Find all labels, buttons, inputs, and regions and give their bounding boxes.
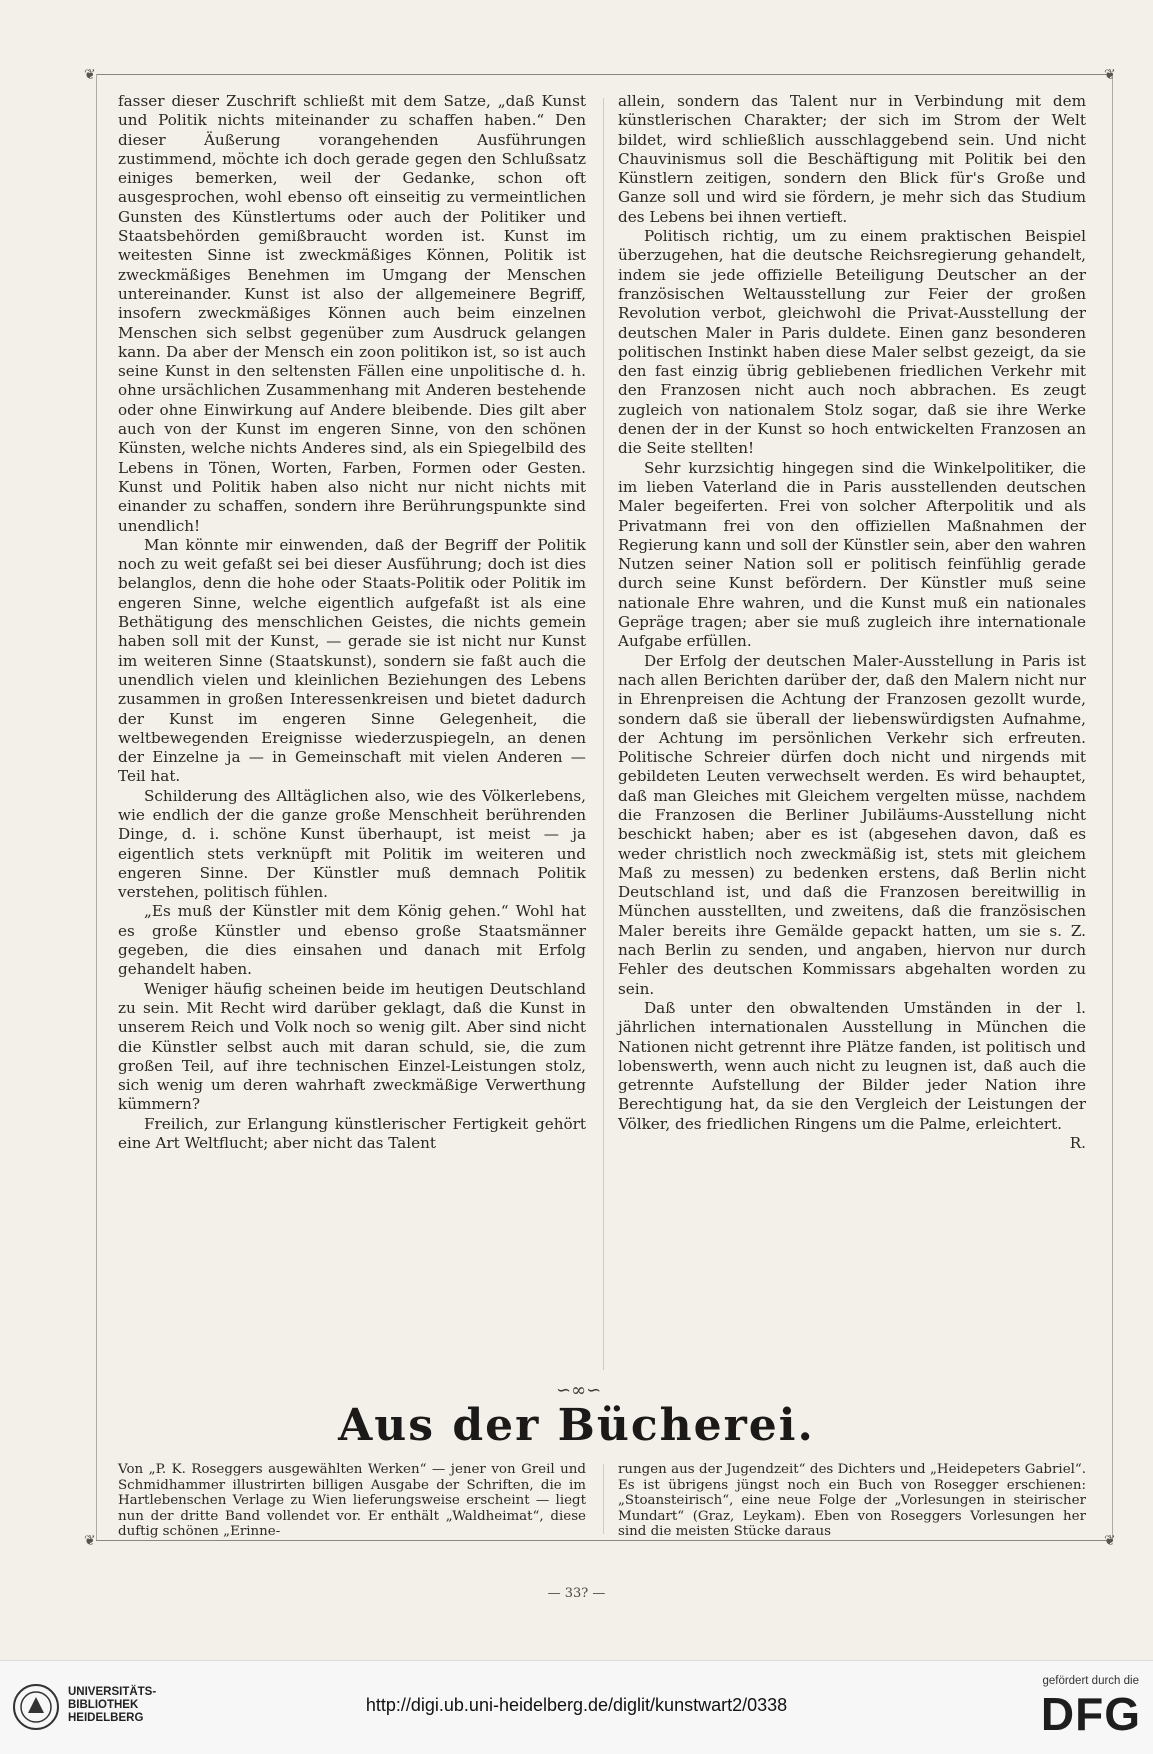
paragraph: allein, sondern das Talent nur in Verbindung mit dem künstlerischen Charakter; der sich im Strom der Welt bildet, wird schließlich ausschlaggebend sein. Und nicht Chauvinismus soll die Beschäftigung mit Politik bei den Künstlern zeitigen, sondern den Blick für's Große und Ganze soll und wird sie fördern, je mehr sich das Studium des Lebens bei ihnen vertieft. [618,92,1086,226]
frame-bottom-rule [96,1540,1112,1541]
column-divider [603,1464,604,1534]
paragraph: Man könnte mir einwenden, daß der Begriff der Politik noch zu weit gefaßt sei bei dieser Ausführung; doch ist dies belanglos, denn die hohe oder Staats-Politik oder Politik im engeren Sinne, welche eigentlich aufgefaßt ist als eine Bethätigung des menschlichen Geistes, die nichts gemein haben soll mit der Kunst, — gerade sie ist nicht nur Kunst im weiteren Sinne (Staatskunst), sondern sie faßt auch die unendlich vielen und kleinlichen Beziehungen des Lebens zusammen in großen Interessenkreisen und bietet dadurch der Kunst im engeren Sinne Gelegenheit, die weltbewegenden Ereignisse wiederzuspiegeln, an denen der Einzelne ja — in Gemeinschaft mit vielen Anderen — Teil hat. [118,535,586,786]
corner-ornament-icon: ❦ [1104,1533,1116,1549]
corner-ornament-icon: ❦ [1104,67,1116,83]
section-ornament-icon: ∽∞∽ [556,1380,602,1401]
paragraph: Schilderung des Alltäglichen also, wie des Völkerlebens, wie endlich der die ganze große Menschheit berührenden Dinge, d. i. schöne Kunst überhaupt, ist meist — ja eigentlich stets verknüpft mit Politik im weiteren und engeren Sinne. Der Künstler muß demnach Politik verstehen, politisch fühlen. [118,786,586,902]
section-title: Aus der Bücherei. [338,1400,815,1451]
paragraph: Weniger häufig scheinen beide im heutigen Deutschland zu sein. Mit Recht wird darüber geklagt, daß die Kunst in unserem Reich und Volk noch so wenig gilt. Aber sind nicht die Künstler selbst auch mit daran schuld, sie, die zum großen Teil, auf ihre technischen Einzel-Leistungen stolz, sich wenig um deren wahrhaft zweckmäßige Verwerthung kümmern? [118,979,586,1114]
book-review-right: rungen aus der Jugendzeit“ des Dichters und „Heidepeters Gabriel“. Es ist übrigens jüngst noch ein Buch von Rosegger erschienen: „Stoansteirisch“, eine neue Folge der „Vorlesungen in steirischer Mundart“ (Graz, Leykam). Eben von Roseggers Vorlesungen her sind die meisten Stücke daraus [618,1462,1086,1540]
paragraph: „Es muß der Künstler mit dem König gehen.“ Wohl hat es große Künstler und ebenso große Staatsmänner gegeben, die dies einsahen und danach mit Erfolg gehandelt haben. [118,902,586,979]
frame-top-rule [96,74,1112,75]
corner-ornament-icon: ❦ [84,67,96,83]
paragraph: fasser dieser Zuschrift schließt mit dem Satze, „daß Kunst und Politik nichts miteinander zu schaffen haben.“ Den dieser Äußerung vorangehenden Ausführungen zustimmend, möchte ich doch gerade gegen den Schlußsatz einiges bemerken, weil der Gedanke, schon oft ausgesprochen, wohl ebenso oft einseitig zu vermeintlichen Gunsten des Künstlertums oder auch der Politiker und Staatsbehörden gemißbraucht worden ist. Kunst im weitesten Sinne ist zweckmäßiges Können, Politik ist zweckmäßiges Benehmen im Umgang der Menschen untereinander. Kunst ist also der allgemeinere Begriff, insofern zweckmäßiges Können auch beim einzelnen Menschen sich selbst gegenüber zum Ausdruck gelangen kann. Da aber der Mensch ein zoon politikon ist, so ist auch seine Kunst in den seltensten Fällen eine unpolitische d. h. ohne ursächlichen Zusammenhang mit Anderen bestehende oder ohne Einwirkung auf Andere bleibende. Dies gilt aber auch von der Kunst im engeren Sinne, von den schönen Künsten, welche nichts Anderes sind, als ein Spiegelbild des Lebens in Tönen, Worten, Farben, Formen oder Gesten. Kunst und Politik haben also nicht nur nicht nichts mit einander zu schaffen, sondern ihre Berührungspunkte sind unendlich! [118,92,586,535]
paragraph: Daß unter den obwaltenden Umständen in der l. jährlichen internationalen Ausstellung in München die Nationen nicht getrennt ihre Plätze fanden, ist politisch und lobenswerth, wenn auch nicht zu leugnen ist, daß auch die getrennte Aufstellung der Bilder jeder Nation ihre Berechtigung hat, da sie den Vergleich der Leistungen der Völker, des friedlichen Ringens um die Palme, erleichtert. [618,998,1086,1133]
source-url-link[interactable]: http://digi.ub.uni-heidelberg.de/diglit/kunstwart2/0338 [365,1695,788,1715]
paragraph: Der Erfolg der deutschen Maler-Ausstellung in Paris ist nach allen Berichten darüber der, daß den Malern nicht nur in Ehrenpreisen die Achtung der Franzosen gezollt wurde, sondern daß sie überall der liebenswürdigsten Aufnahme, der Achtung im persönlichen Verkehr sich erfreuten. Politische Schreier dürfen doch nicht und nirgends mit gebildeten Leuten verwechselt werden. Es wird behauptet, daß man Gleiches mit Gleichem vergelten müsse, nachdem die Franzosen die Berliner Jubiläums-Ausstellung nicht beschickt haben; aber es ist (abgesehen davon, daß es weder christlich noch zweckmäßig ist, stets mit gleichem Maß zu messen) zu bedenken erstens, daß Berlin nicht Deutschland ist, und daß die Franzosen bereitwillig in München ausstellten, und zweitens, daß die französischen Maler bereits ihre Gemälde gepackt hatten, um sie s. Z. nach Berlin zu senden, und angaben, hiervon nur durch Fehler des deutschen Kommissars abgehalten worden zu sein. [618,651,1086,998]
frame-right-rule [1112,74,1113,1540]
article-right-column [618,92,1086,1153]
article-left-column [118,92,586,1153]
page-number: — 33? — [547,1586,606,1601]
library-footer [0,1660,1153,1754]
paragraph: Sehr kurzsichtig hingegen sind die Winkelpolitiker, die im lieben Vaterland die in Paris ausstellenden deutschen Maler begeiferten. Frei von solcher Afterpolitik und als Privatmann frei von den offiziellen Maßnahmen der Regierung kann und soll der Künstler sein, aber den wahren Nutzen seiner Nation soll er politisch feinfühlig gerade durch seine Kunst befördern. Der Künstler muß seine nationale Ehre wahren, und die Kunst muß ein nationales Gepräge tragen; aber sie muß zugleich ihre internationale Aufgabe erfüllen. [618,458,1086,651]
book-review-left: Von „P. K. Roseggers ausgewählten Werken“ — jener von Greil und Schmidhammer illustrirten billigen Ausgabe der Schriften, die im Hartlebenschen Verlage zu Wien lieferungsweise erscheint — liegt nun der dritte Band vollendet vor. Er enthält „Waldheimat“, diese duftig schönen „Erinne- [118,1462,586,1540]
funding-caption: gefördert durch die [1042,1675,1139,1687]
column-divider [603,98,604,1370]
university-name: UNIVERSITÄTS- BIBLIOTHEK HEIDELBERG [68,1686,157,1724]
frame-left-rule [96,74,97,1540]
paragraph: Freilich, zur Erlangung künstlerischer Fertigkeit gehört eine Art Weltflucht; aber nicht das Talent [118,1114,586,1153]
paragraph: Politisch richtig, um zu einem praktischen Beispiel überzugehen, hat die deutsche Reichsregierung gehandelt, indem sie jede offizielle Beteiligung Deutscher an der französischen Weltausstellung zur Feier der großen Revolution verbot, gleichwohl die Privat-Ausstellung der deutschen Maler in Paris duldete. Einen ganz besonderen politischen Instinkt haben diese Maler selbst gezeigt, da sie den fast einzig übrig gebliebenen friedlichen Verkehr mit den Franzosen nicht auch noch abbrachen. Es zeugt zugleich von nationalem Stolz sogar, daß sie ihre Werke denen der in der Kunst so hoch entwickelten Franzosen an die Seite stellten! [618,227,1086,458]
corner-ornament-icon: ❦ [84,1533,96,1549]
author-signature: R. [1069,1134,1086,1153]
dfg-logo: DFG [1040,1688,1141,1740]
